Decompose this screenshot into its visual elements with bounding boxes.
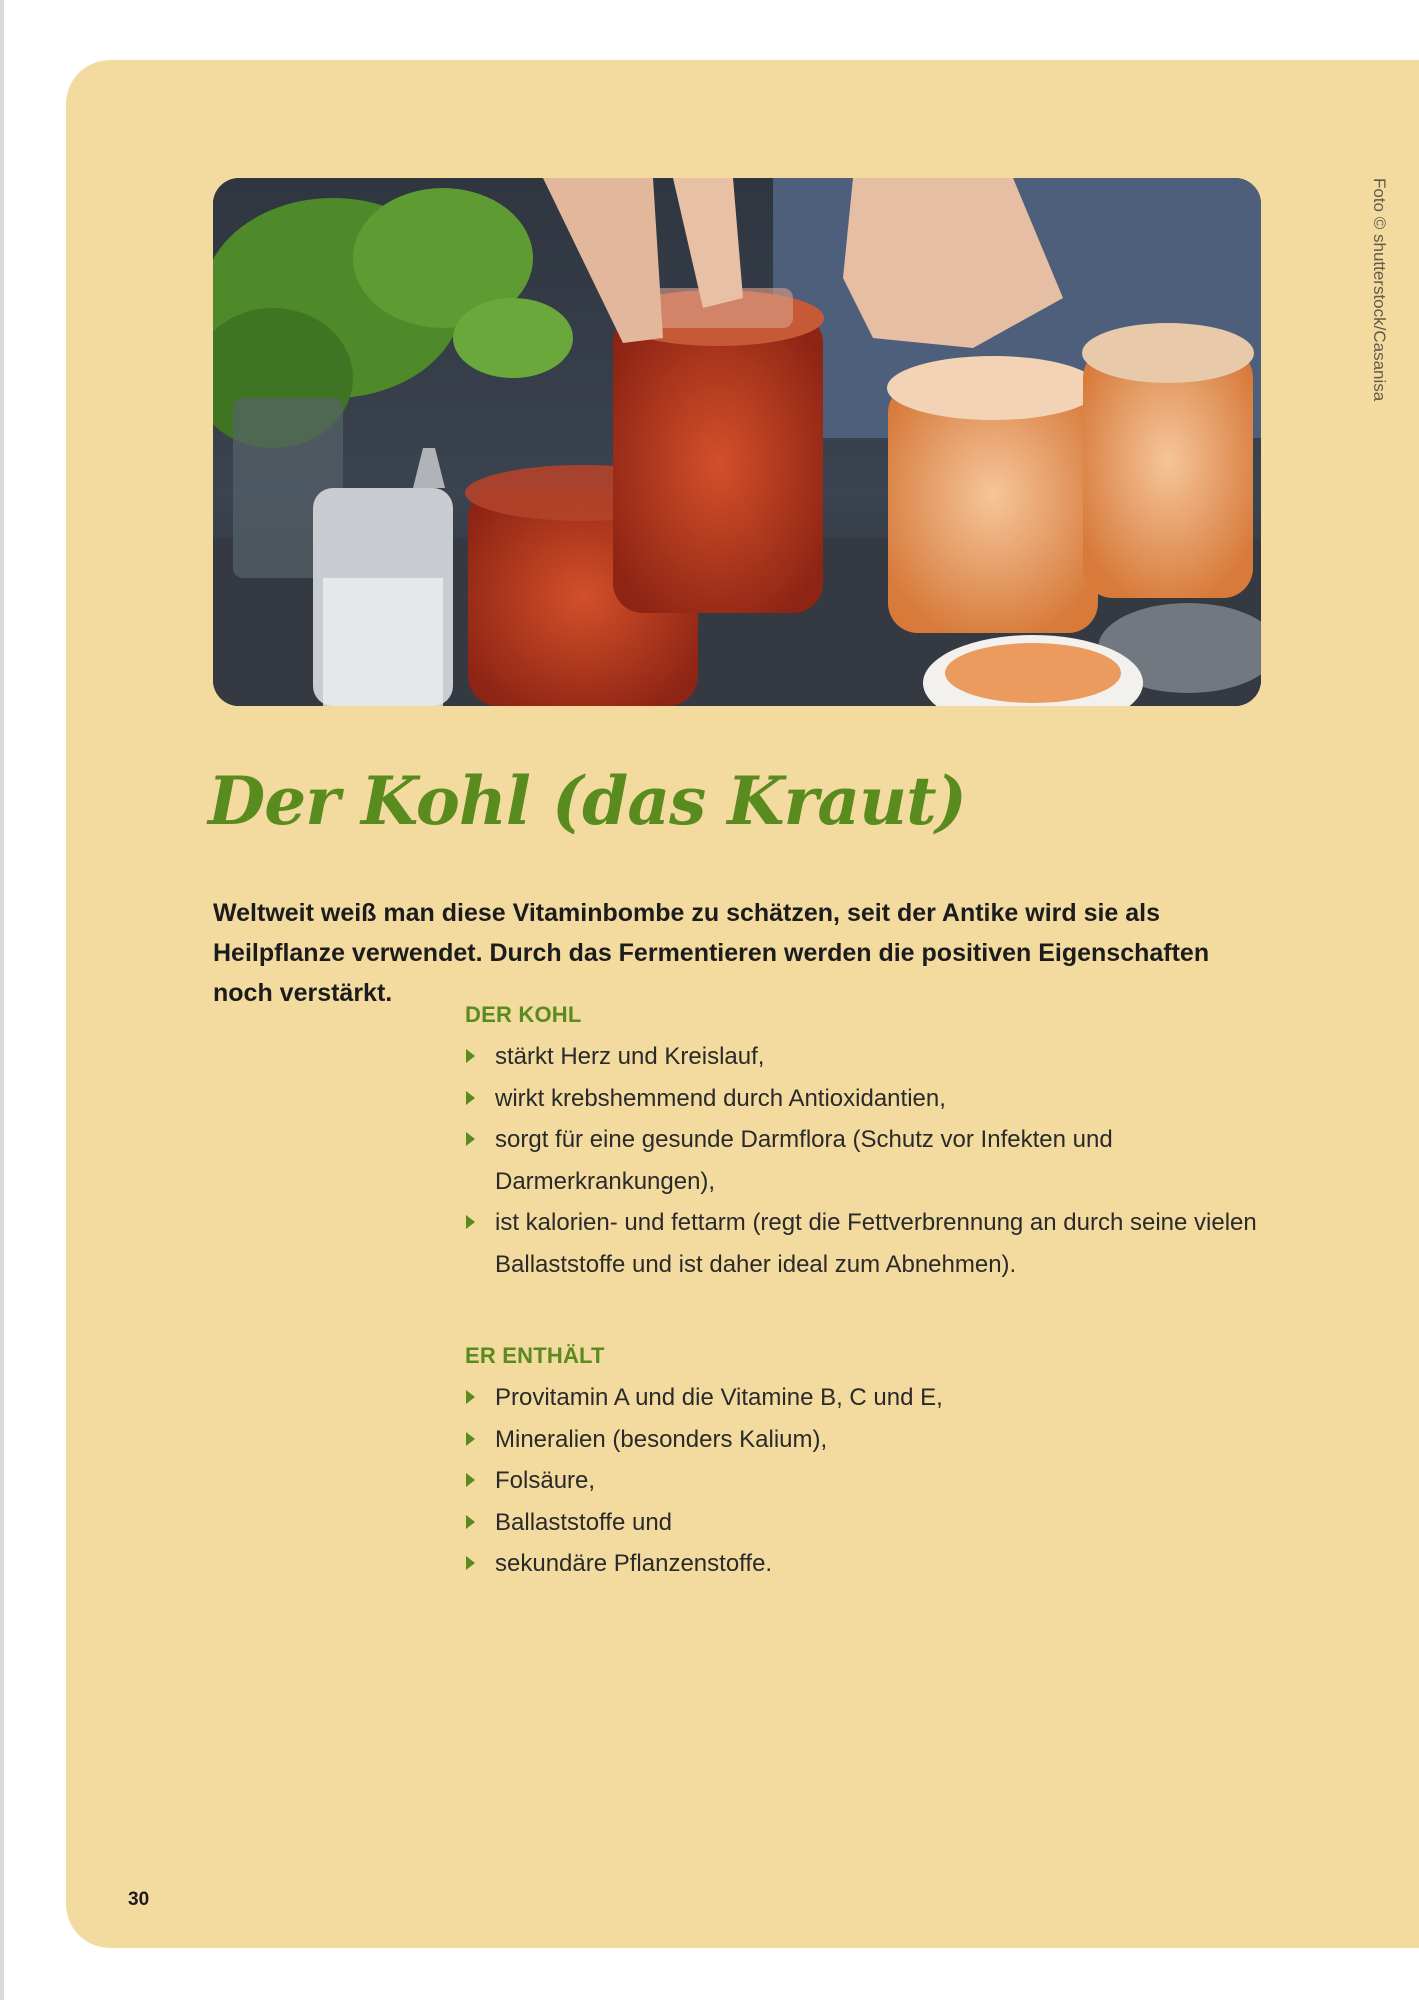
list-item-text: sorgt für eine gesunde Darmflora (Schutz vor Infekten und Darmerkrankungen), [495,1126,1113,1195]
section-heading: DER KOHL [465,1002,582,1027]
triangle-bullet-icon [466,1049,475,1063]
list-item-text: sekundäre Pflanzenstoffe. [495,1550,773,1577]
list-item-text: Ballaststoffe und [495,1508,673,1536]
list-item-text: stärkt Herz und Kreislauf, [495,1043,765,1070]
section-der-kohl [465,998,1265,1285]
section-heading: ER ENTHÄLT [465,1343,605,1368]
section-er-enthaelt [465,1339,1265,1585]
photo-illustration [213,178,1261,706]
list-item [465,1419,1265,1461]
list-item [465,1202,1265,1285]
list-item [465,1377,1265,1419]
list-item [465,1502,1265,1544]
list-item-text: Folsäure, [495,1467,596,1494]
benefits-list [465,1036,1265,1285]
triangle-bullet-icon [466,1215,475,1229]
list-item [465,1460,1265,1502]
triangle-bullet-icon [466,1390,475,1404]
page-title: Der Kohl (das Kraut) [208,762,966,840]
page-edge [0,0,4,2000]
list-item [465,1078,1265,1120]
list-item [465,1543,1265,1585]
triangle-bullet-icon [466,1515,475,1529]
triangle-bullet-icon [466,1556,475,1570]
list-item-text: Mineralien (besonders Kalium), [495,1425,828,1453]
triangle-bullet-icon [466,1432,475,1446]
fermented-jars-photo [213,178,1261,706]
list-item-text: Provitamin A und die Vitamine B, C und E, [495,1384,943,1411]
photo-credit [1371,178,1391,438]
page-number: 30 [128,1889,150,1910]
list-item-text: ist kalorien- und fettarm (regt die Fettverbrennung an durch seine vielen Ballaststoffe und ist daher ideal zum Abnehmen). [495,1209,1257,1278]
triangle-bullet-icon [466,1473,475,1487]
triangle-bullet-icon [466,1091,475,1105]
photo-credit-text: Foto © shutterstock/Casanisa [1370,178,1389,402]
triangle-bullet-icon [466,1132,475,1146]
list-item [465,1119,1265,1202]
list-item-text: wirkt krebshemmend durch Antioxidantien, [495,1084,946,1112]
contents-list [465,1377,1265,1585]
list-item [465,1036,1265,1078]
intro-paragraph: Weltweit weiß man diese Vitaminbombe zu schätzen, seit der Antike wird sie als Heilpflanze verwendet. Durch das Fermentieren werden die positiven Eigenschaften noch verstärkt. [213,899,1210,1007]
